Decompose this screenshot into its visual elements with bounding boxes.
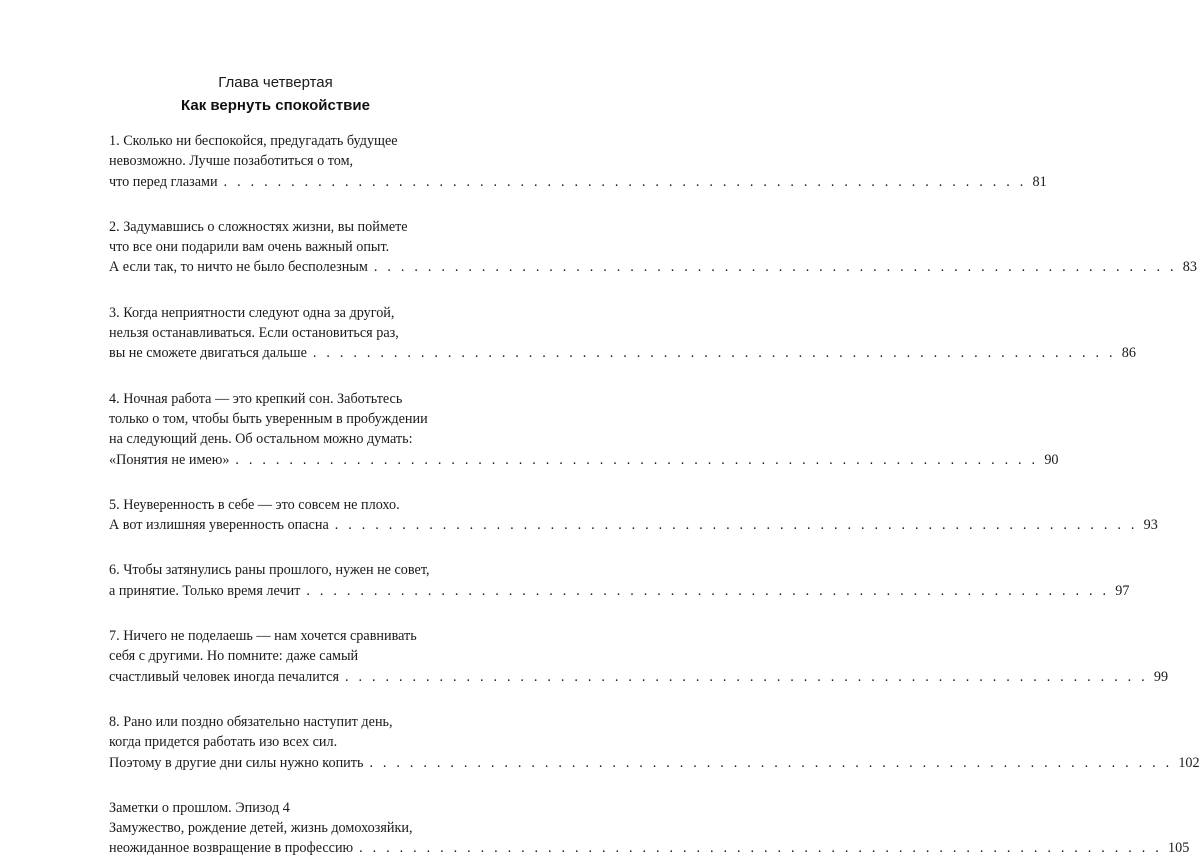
- toc-entry-last-line: [109, 257, 1197, 277]
- dot-leader: . . . . . . . . . . . . . . . . . . . . . . . . . . . . . . . . . . . . . . . . . . . . . . . . . . . . . . . . . . . .: [345, 668, 1148, 685]
- toc-entry-last-line: [109, 838, 1190, 858]
- toc-entry-line: счастливый человек иногда печалится: [109, 668, 340, 685]
- toc-entry-line: Заметки о прошлом. Эпизод 4: [109, 799, 290, 816]
- toc-entry: [109, 560, 1130, 601]
- dot-leader: . . . . . . . . . . . . . . . . . . . . . . . . . . . . . . . . . . . . . . . . . . . . . . . . . . . . . . . . . . . .: [312, 345, 1116, 362]
- dot-leader: . . . . . . . . . . . . . . . . . . . . . . . . . . . . . . . . . . . . . . . . . . . . . . . . . . . . . . . . . . . .: [306, 582, 1110, 599]
- toc-entry-line: 6. Чтобы затянулись раны прошлого, нужен не совет,: [109, 562, 430, 579]
- toc-entry-last-line: [109, 581, 1130, 601]
- toc-entry-line: нельзя останавливаться. Если остановиться раз,: [109, 325, 399, 342]
- toc-entry: [109, 712, 1200, 773]
- toc-entry-line: что перед глазами: [109, 173, 218, 190]
- dot-leader: . . . . . . . . . . . . . . . . . . . . . . . . . . . . . . . . . . . . . . . . . . . . . . . . . . . . . . . . . . . .: [235, 451, 1039, 468]
- chapter-label: Глава четвертая: [218, 74, 333, 91]
- table-of-contents: [109, 131, 1200, 859]
- toc-entry-line: «Понятия не имею»: [109, 451, 230, 468]
- toc-entry-line: на следующий день. Об остальном можно думать:: [109, 431, 413, 448]
- page-number: 102: [1178, 754, 1200, 771]
- page-number: 99: [1153, 668, 1169, 685]
- toc-entry-line: только о том, чтобы быть уверенным в пробуждении: [109, 410, 428, 427]
- toc-entry-line: А вот излишняя уверенность опасна: [109, 517, 329, 534]
- toc-entry-line: вы не сможете двигаться дальше: [109, 345, 307, 362]
- page-number: 83: [1182, 259, 1197, 276]
- page-number: 81: [1032, 173, 1047, 190]
- toc-entry-line: 1. Сколько ни беспокойся, предугадать будущее: [109, 133, 398, 149]
- toc-entry-line: 4. Ночная работа — это крепкий сон. Заботьтесь: [109, 390, 403, 407]
- toc-entry-line: а принятие. Только время лечит: [109, 582, 301, 599]
- dot-leader: . . . . . . . . . . . . . . . . . . . . . . . . . . . . . . . . . . . . . . . . . . . . . . . . . . . . . . . . . . . .: [373, 259, 1177, 276]
- toc-entry-line: Поэтому в другие дни силы нужно копить: [109, 754, 364, 771]
- toc-entry-line: Замужество, рождение детей, жизнь домохозяйки,: [109, 820, 413, 837]
- toc-entry-line: 8. Рано или поздно обязательно наступит день,: [109, 713, 393, 730]
- dot-leader: . . . . . . . . . . . . . . . . . . . . . . . . . . . . . . . . . . . . . . . . . . . . . . . . . . . . . . . . . . . .: [369, 754, 1173, 771]
- dot-leader: . . . . . . . . . . . . . . . . . . . . . . . . . . . . . . . . . . . . . . . . . . . . . . . . . . . . . . . . . . . .: [334, 517, 1138, 534]
- toc-entry-line: 7. Ничего не поделаешь — нам хочется сравнивать: [109, 628, 417, 645]
- toc-entry-last-line: [109, 172, 1047, 192]
- toc-entry: [109, 495, 1158, 536]
- toc-entry-last-line: [109, 343, 1136, 363]
- toc-entry-line: невозможно. Лучше позаботиться о том,: [109, 153, 354, 170]
- dot-leader: . . . . . . . . . . . . . . . . . . . . . . . . . . . . . . . . . . . . . . . . . . . . . . . . . . . . . . . . . . . .: [223, 173, 1027, 190]
- page-number: 97: [1115, 582, 1130, 599]
- toc-entry-line: 2. Задумавшись о сложностях жизни, вы поймете: [109, 218, 408, 235]
- toc-entry-line: А если так, то ничто не было бесполезным: [109, 259, 368, 276]
- page-number: 86: [1121, 345, 1136, 362]
- toc-entry-last-line: [109, 753, 1200, 773]
- page-number: 93: [1143, 517, 1158, 534]
- toc-entry-last-line: [109, 515, 1158, 535]
- toc-entry-line: 5. Неуверенность в себе — это совсем не плохо.: [109, 496, 400, 513]
- toc-entry: [109, 131, 1047, 192]
- toc-entry-last-line: [109, 450, 1059, 470]
- dot-leader: . . . . . . . . . . . . . . . . . . . . . . . . . . . . . . . . . . . . . . . . . . . . . . . . . . . . . . . . . . . .: [359, 840, 1163, 857]
- toc-entry-line: 3. Когда неприятности следуют одна за другой,: [109, 304, 395, 321]
- toc-entry: [109, 389, 1059, 470]
- page-number: 105: [1168, 840, 1190, 857]
- toc-entry-line: когда придется работать изо всех сил.: [109, 734, 338, 751]
- toc-entry: [109, 217, 1197, 278]
- page-number: 90: [1044, 451, 1059, 468]
- chapter-title: Как вернуть спокойствие: [181, 97, 370, 114]
- toc-entry-line: неожиданное возвращение в профессию: [109, 840, 354, 857]
- toc-entry-line: себя с другими. Но помните: даже самый: [109, 648, 359, 665]
- toc-entry-last-line: [109, 667, 1169, 687]
- toc-entry: [109, 303, 1136, 364]
- toc-entry: [109, 626, 1169, 687]
- toc-entry: [109, 798, 1190, 859]
- toc-entry-line: что все они подарили вам очень важный опыт.: [109, 239, 390, 256]
